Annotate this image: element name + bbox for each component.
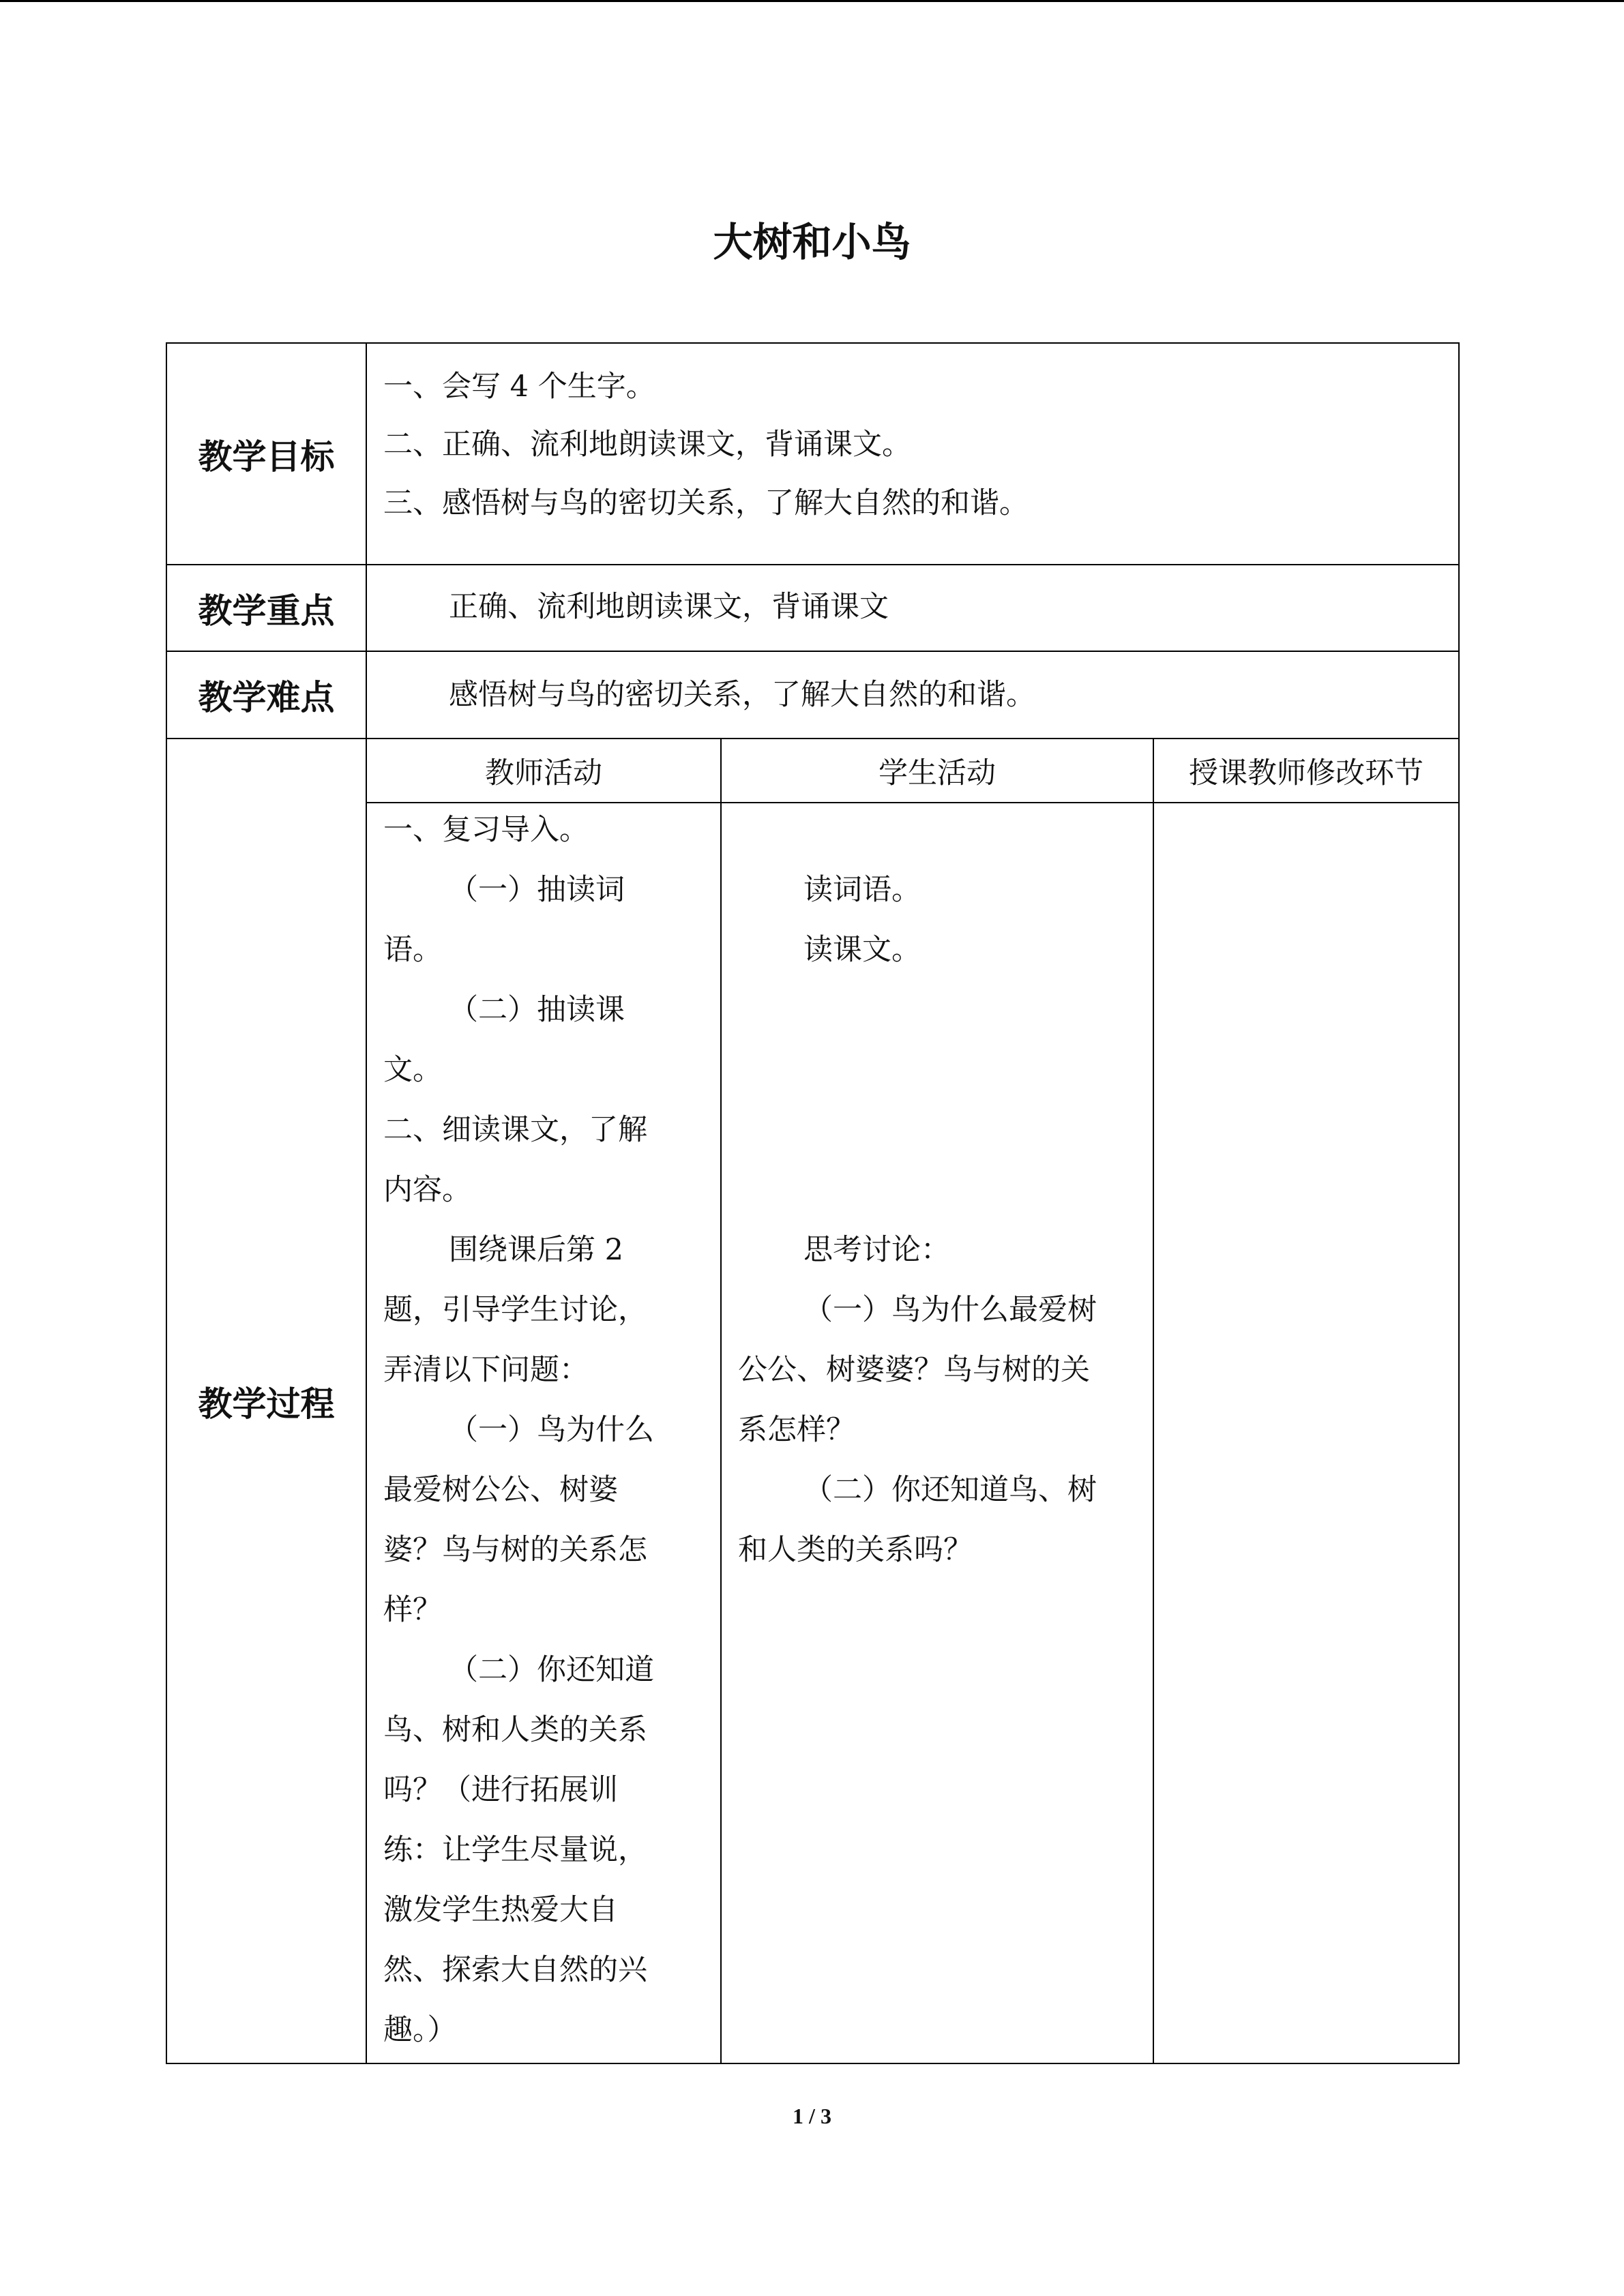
teacher-activity-content bbox=[366, 802, 722, 2064]
teacher-line-15: （二）你还知道 bbox=[449, 1653, 654, 1687]
document-title: 大树和小鸟 bbox=[713, 219, 911, 265]
objective-line-2: 二、正确、流利地朗读课文，背诵课文。 bbox=[383, 428, 911, 462]
teacher-activity-header: 教师活动 bbox=[366, 738, 722, 803]
teacher-line-19: 激发学生热爱大自 bbox=[383, 1893, 618, 1927]
teacher-line-13: 婆？鸟与树的关系怎 bbox=[383, 1533, 647, 1567]
teacher-line-6: 二、细读课文，了解 bbox=[383, 1113, 647, 1147]
key-point-text: 正确、流利地朗读课文，背诵课文 bbox=[449, 590, 889, 624]
student-line-7: （二）你还知道鸟、树 bbox=[803, 1473, 1097, 1507]
objectives-label: 教学目标 bbox=[166, 342, 367, 565]
teacher-line-3: 语。 bbox=[383, 933, 442, 967]
key-point-content bbox=[366, 564, 1460, 652]
teacher-line-14: 样？ bbox=[383, 1593, 442, 1627]
student-line-5: 公公、树婆婆？鸟与树的关 bbox=[738, 1353, 1090, 1387]
teacher-line-2: （一）抽读词 bbox=[449, 873, 625, 907]
student-line-1: 读词语。 bbox=[803, 873, 921, 907]
teacher-line-11: （一）鸟为什么 bbox=[449, 1413, 654, 1447]
teacher-line-17: 吗？（进行拓展训 bbox=[383, 1773, 618, 1807]
teacher-line-1: 一、复习导入。 bbox=[383, 813, 589, 847]
teacher-line-5: 文。 bbox=[383, 1053, 442, 1087]
student-line-6: 系怎样？ bbox=[738, 1413, 855, 1447]
difficulty-text: 感悟树与鸟的密切关系，了解大自然的和谐。 bbox=[449, 678, 1035, 712]
teacher-line-7: 内容。 bbox=[383, 1173, 471, 1207]
objective-line-1: 一、会写 4 个生字。 bbox=[383, 370, 655, 404]
student-line-8: 和人类的关系吗？ bbox=[738, 1533, 973, 1567]
teacher-line-18: 练：让学生尽量说， bbox=[383, 1833, 647, 1867]
student-line-4: （一）鸟为什么最爱树 bbox=[803, 1293, 1097, 1327]
teacher-line-12: 最爱树公公、树婆 bbox=[383, 1473, 618, 1507]
difficulty-content bbox=[366, 651, 1460, 739]
teacher-line-8: 围绕课后第 2 bbox=[449, 1233, 624, 1267]
top-border-line bbox=[0, 0, 1624, 2]
modify-section-header: 授课教师修改环节 bbox=[1153, 738, 1460, 803]
teacher-line-16: 鸟、树和人类的关系 bbox=[383, 1713, 647, 1747]
teacher-line-4: （二）抽读课 bbox=[449, 993, 625, 1027]
page-number: 1 / 3 bbox=[793, 2104, 831, 2128]
student-activity-header: 学生活动 bbox=[720, 738, 1154, 803]
process-label: 教学过程 bbox=[166, 738, 367, 2064]
teacher-line-20: 然、探索大自然的兴 bbox=[383, 1953, 647, 1987]
objectives-content bbox=[366, 342, 1460, 565]
student-line-3: 思考讨论： bbox=[803, 1233, 950, 1267]
teacher-line-21: 趣。） bbox=[383, 2013, 457, 2047]
objective-line-3: 三、感悟树与鸟的密切关系，了解大自然的和谐。 bbox=[383, 486, 1029, 520]
difficulty-label: 教学难点 bbox=[166, 651, 367, 739]
teacher-line-10: 弄清以下问题： bbox=[383, 1353, 589, 1387]
student-line-2: 读课文。 bbox=[803, 933, 921, 967]
key-point-label: 教学重点 bbox=[166, 564, 367, 652]
teacher-line-9: 题，引导学生讨论， bbox=[383, 1293, 647, 1327]
student-activity-content bbox=[720, 802, 1154, 2064]
modify-section-content bbox=[1153, 802, 1460, 2064]
